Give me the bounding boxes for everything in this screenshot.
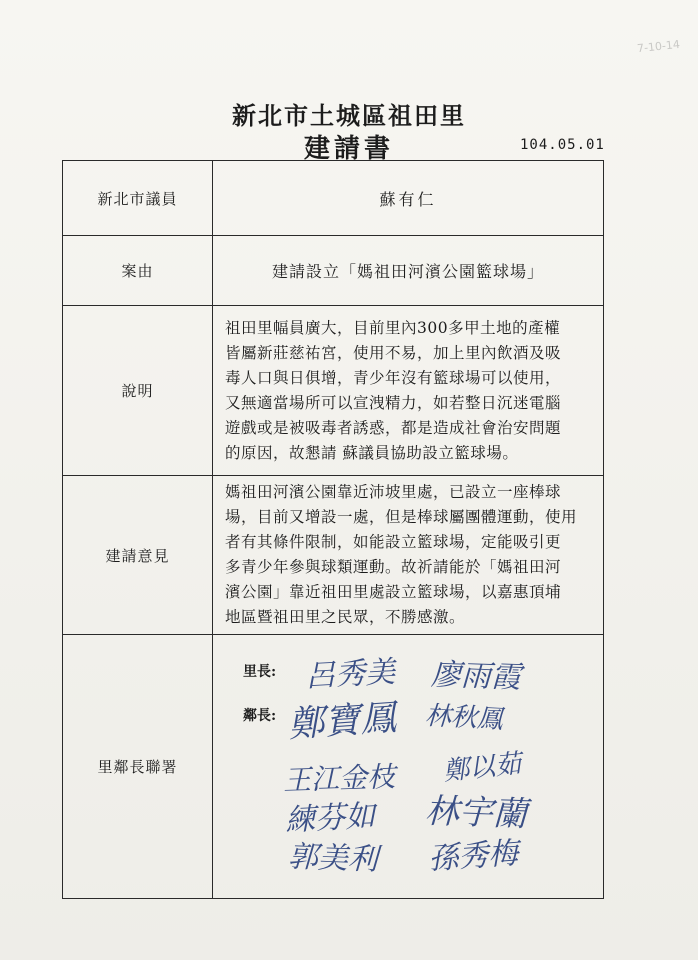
- opinion-line: 媽祖田河濱公園靠近沛坡里處，已設立一座棒球: [225, 483, 562, 501]
- signature-cell: [213, 635, 604, 899]
- explanation-line: 的原因，故懇請 蘇議員協助設立籃球場。: [225, 443, 519, 462]
- table-row: [63, 161, 604, 236]
- row-label-explanation: 說明: [63, 306, 213, 476]
- signature: 呂秀美: [304, 654, 397, 695]
- row-label-signatures: 里鄰長聯署: [63, 635, 213, 899]
- opinion-line: 者有其條件限制，如能設立籃球場，定能吸引更: [225, 533, 562, 551]
- document-title: 新北市土城區祖田里: [232, 101, 466, 130]
- opinion-cell: [213, 476, 604, 635]
- explanation-line: 皆屬新莊慈祐宮，使用不易，加上里內飲酒及吸: [225, 343, 562, 362]
- opinion-line: 場，目前又增設一處，但是棒球屬團體運動，使用: [225, 508, 578, 526]
- row-label-subject: 案由: [63, 236, 213, 306]
- row-label-councilor: 新北市議員: [63, 161, 213, 236]
- opinion-line: 濱公園」靠近祖田里處設立籃球場，以嘉惠頂埔: [225, 583, 562, 601]
- opinion-paragraph: [213, 476, 603, 634]
- explanation-line: 又無適當場所可以宣洩精力，如若整日沉迷電腦: [225, 393, 562, 412]
- signature: 廖雨霞: [430, 657, 522, 696]
- signature: 王江金枝: [282, 760, 396, 797]
- table-row: [63, 635, 604, 899]
- signature: 孫秀梅: [427, 835, 520, 878]
- document-date: 104.05.01: [520, 137, 605, 153]
- document-subtitle: 建請書: [303, 134, 394, 164]
- handwritten-corner-note: 7-10-14: [636, 37, 681, 56]
- explanation-cell: [213, 306, 604, 476]
- table-row: [63, 236, 604, 306]
- table-row: [63, 476, 604, 635]
- explanation-line: 毒人口與日俱增，青少年沒有籃球場可以使用，: [225, 368, 562, 387]
- explanation-line: 祖田里幅員廣大，目前里內300多甲土地的產權: [225, 318, 561, 337]
- signature: 林宇蘭: [424, 791, 528, 835]
- explanation-paragraph: [213, 312, 603, 470]
- signature: 鄭以茹: [441, 748, 523, 787]
- neighborhood-label: 鄰長:: [243, 708, 277, 724]
- signature: 練芬如: [284, 798, 377, 839]
- opinion-line: 多青少年參與球類運動。故祈請能於「媽祖田河: [225, 558, 562, 576]
- signature: 鄭寶鳳: [286, 697, 398, 746]
- chief-label: 里長:: [243, 664, 277, 680]
- subject-text: 建請設立「媽祖田河濱公園籃球場」: [213, 236, 604, 306]
- row-label-opinion: 建請意見: [63, 476, 213, 635]
- table-row: [63, 306, 604, 476]
- opinion-line: 地區暨祖田里之民眾，不勝感激。: [225, 608, 466, 626]
- councilor-name: 蘇有仁: [213, 161, 604, 236]
- petition-table: [62, 160, 604, 899]
- signature: 郭美利: [287, 839, 379, 878]
- signature: 林秋鳳: [424, 700, 504, 736]
- explanation-line: 遊戲或是被吸毒者誘惑，都是造成社會治安問題: [225, 418, 562, 437]
